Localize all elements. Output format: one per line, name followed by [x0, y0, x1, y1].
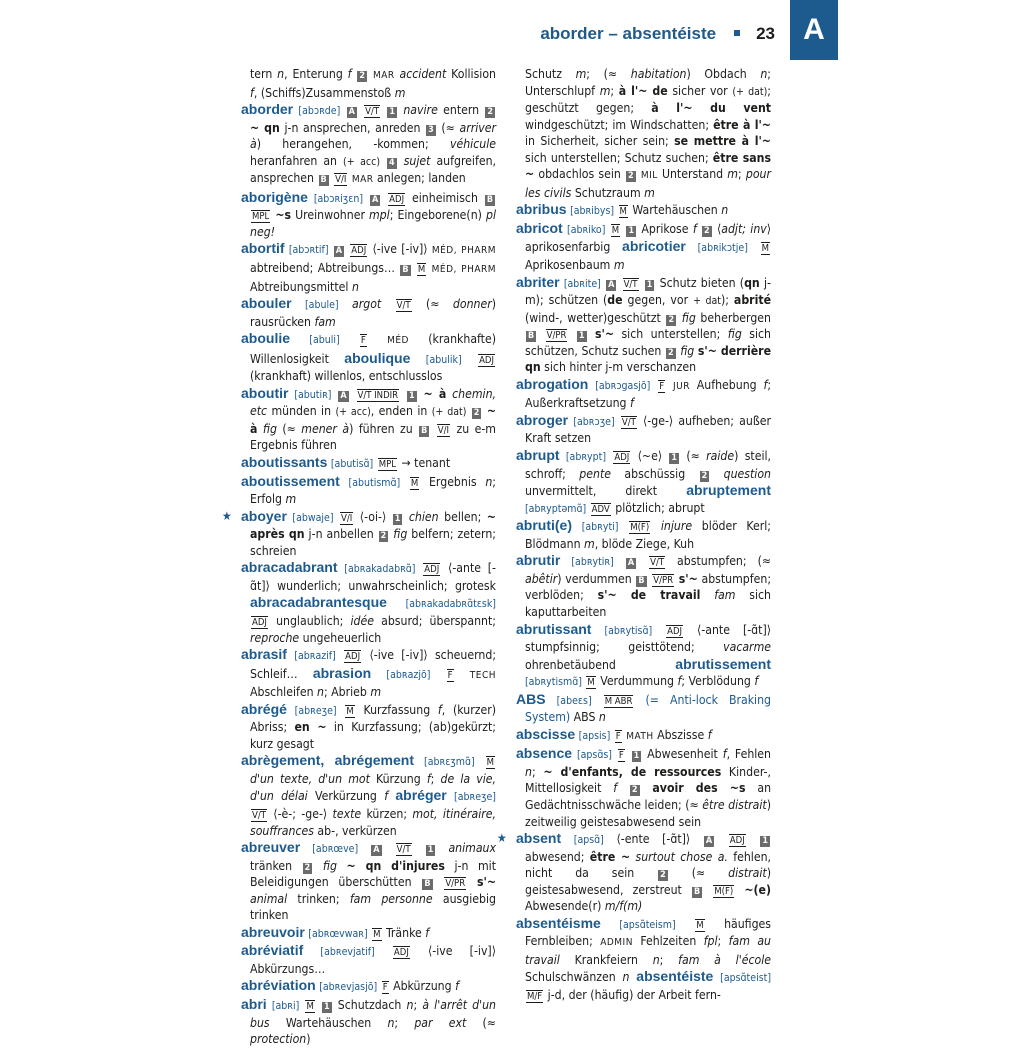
headword: aborder [241, 101, 294, 118]
headword: abri [241, 995, 267, 1012]
headword: abortif [241, 240, 285, 257]
dictionary-entry: abrogation [abʀɔgasjõ] F JUR Aufhebung f; Außerkraftsetzung f [516, 375, 772, 411]
headword: abréviatif [241, 942, 304, 959]
headword: abreuvoir [241, 923, 305, 940]
headword: abrogation [516, 375, 589, 392]
headword: aboutir [241, 384, 289, 401]
headword: absentéisme [516, 914, 601, 931]
dictionary-entry: abrasif [abʀazif] ADJ ⟨-ive [-iv]⟩ scheuernd; Schleif… abrasion [abʀazjõ] F TECH Abschleifen n; Abrieb m [241, 646, 497, 700]
dictionary-entry: absentéisme [apsɑ̃teism] M häufiges Fernbleiben; ADMIN Fehlzeiten fpl; fam au travail Krankfeiern n; fam à l'école Schulschwänzen n absentéiste [apsɑ̃teist] M/F j-d, der (häufig) der Arbeit fern- [516, 914, 772, 1002]
headword: abracadabrantesque [250, 594, 387, 611]
headword: abruptement [686, 482, 771, 499]
headword: abrupt [516, 447, 560, 464]
headword: abrutir [516, 552, 561, 569]
dictionary-entry: ★ aboyer [abwaje] V/I ⟨-oi-⟩ 1 chien bellen; ~ après qn j-n anbellen 2 fig belfern; zetern; schreien [222, 507, 496, 558]
headword: aboutissement [241, 472, 340, 489]
dictionary-entry: aboutissants [abutisɑ̃] MPL → tenant [241, 454, 451, 471]
dictionary-entry: abrègement, abrégement [abʀɛʒmɑ̃] M d'un texte, d'un mot Kürzung f; de la vie, d'un délai Verkürzung f abréger [abʀeʒe] V/T ⟨-è-; -ge-⟩ texte kürzen; mot, itinéraire, souffrances ab-, verkürzen [241, 752, 496, 838]
headword: abréviation [241, 977, 316, 994]
dictionary-entry: abreuvoir [abʀœvwaʀ] M Tränke f [241, 923, 430, 940]
dictionary-entry: abri [abʀi] M 1 Schutzdach n; à l'arrêt d'un bus Wartehäuschen n; par ext (≈ protection) [241, 995, 497, 1047]
headword: aboulie [241, 330, 291, 347]
dictionary-entry: abréviation [abʀevjasjõ] F Abkürzung f [241, 977, 459, 994]
right-column [497, 66, 772, 1004]
dictionary-entry: abriter [abʀite] A V/T 1 Schutz bieten (qn j-m); schützen (de gegen, vor + dat); abrité (wind-, wetter)geschützt 2 fig beherbergen B V/PR 1 s'~ sich unterstellen; fig sich schützen, Schutz suchen 2 fig s'~ derrière qn sich hinter j-m verschanzen [516, 273, 772, 375]
dictionary-entry: abruti(e) [abʀyti] M(F) injure blöder Kerl; Blödmann m, blöde Ziege, Kuh [516, 517, 772, 551]
headword: abréger [395, 787, 447, 804]
dictionary-entry: abreuver [abʀœve] A V/T 1 animaux tränken 2 fig ~ qn d'injures j-n mit Beleidigungen überschütten B V/PR s'~ animal trinken; fam personne ausgiebig trinken [241, 839, 497, 923]
dictionary-entry: ★ absent [apsɑ̃] ⟨-ente [-ɑ̃t]⟩ A ADJ 1 abwesend; être ~ surtout chose a. fehlen, nicht da sein 2 (≈ distrait) geistesabwesend, zerstreut B M(F) ~(e) Abwesende(r) m/f(m) [497, 830, 772, 914]
headword: aboutissants [241, 454, 328, 471]
dictionary-entry: abouler [abule] argot V/T (≈ donner) rausrücken fam [241, 295, 497, 329]
headword: ABS [516, 690, 546, 707]
star-icon: ★ [497, 831, 507, 846]
headword: abricotier [622, 238, 686, 255]
headword: abrègement, abrégement [241, 752, 415, 769]
headword: aboulique [344, 349, 411, 366]
headword: aborigène [241, 188, 308, 205]
headword: abrasif [241, 646, 287, 663]
headword: abrasion [312, 664, 372, 681]
dictionary-entry: abroger [abʀɔʒe] V/T ⟨-ge-⟩ aufheben; außer Kraft setzen [516, 411, 771, 446]
headword: absentéiste [636, 968, 714, 985]
running-head [400, 24, 775, 44]
headword: abrégé [241, 700, 287, 717]
headword: abribus [516, 201, 567, 218]
dictionary-entry: aboutir [abutiʀ] A V/T INDIR 1 ~ à chemin, etc münden in (+ acc), enden in (+ dat) 2 ~ à fig (≈ mener à) führen zu B V/I zu e-m Ergebnis führen [241, 384, 497, 453]
headword: abscisse [516, 725, 576, 742]
headword: abouler [241, 295, 292, 312]
dictionary-entry: abricot [abʀiko] M 1 Aprikose f 2 ⟨adjt; inv⟩ aprikosenfarbig abricotier [abʀikɔtje] M Aprikosenbaum m [516, 219, 772, 273]
separator-square-icon [734, 30, 740, 36]
dictionary-entry: tern n, Enterung f 2 MAR accident Kollision f, (Schiffs)Zusammenstoß m [250, 67, 497, 100]
letter-thumb-tab: A [790, 0, 838, 60]
headword: abracadabrant [241, 559, 338, 576]
dictionary-entry: abréviatif [abʀevjatif] ADJ ⟨-ive [-iv]⟩ Abkürzungs… [241, 942, 496, 976]
headword: abruti(e) [516, 517, 572, 534]
headword: abreuver [241, 839, 301, 856]
dictionary-entry: ABS [abeɛs] M ABR (= Anti-lock Braking System) ABS n [516, 690, 772, 725]
dictionary-entry: Schutz m; (≈ habitation) Obdach n; Unterschlupf m; à l'~ de sicher vor (+ dat); geschützt gegen; à l'~ du vent windgeschützt; im Windschatten; être à l'~ in Sicherheit, sicher sein; se mettre à l'~ sich unterstellen; Schutz suchen; être sans ~ obdachlos sein 2 MIL Unterstand m; pour les civils Schutzraum m [525, 67, 771, 200]
dictionary-entry: abrégé [abʀeʒe] M Kurzfassung f, (kurzer) Abriss; en ~ in Kurzfassung; (ab)gekürzt; kurz gesagt [241, 700, 497, 751]
headword: abrutissant [516, 620, 592, 637]
headword: abrutissement [675, 655, 771, 672]
dictionary-entry: aboutissement [abutismɑ̃] M Ergebnis n; Erfolg m [241, 472, 496, 507]
headword: abricot [516, 219, 563, 236]
page-number: 23 [756, 24, 775, 43]
headword: aboyer [241, 507, 287, 524]
dictionary-entry: absence [apsɑ̃s] F 1 Abwesenheit f, Fehlen n; ~ d'enfants, de ressources Kinder-, Mittellosigkeit f 2 avoir des ~s an Gedächtnisschwäche leiden; (≈ être distrait) zeitweilig geistesabwesend sein [516, 745, 772, 829]
headword: abroger [516, 411, 569, 428]
page-range: aborder – absentéiste [540, 24, 717, 43]
headword: absence [516, 745, 573, 762]
dictionary-entry: aboulie [abuli] F MÉD (krankhafte) Willenlosigkeit aboulique [abulik] ADJ (krankhaft) willenlos, entschlusslos [241, 330, 497, 384]
headword: abriter [516, 273, 560, 290]
dictionary-entry: abscisse [apsis] F MATH Abszisse f [516, 725, 712, 742]
left-column [222, 66, 497, 1048]
dictionary-entry: abribus [abʀibys] M Wartehäuschen n [516, 201, 729, 218]
dictionary-entry: abrutir [abʀytiʀ] A V/T abstumpfen; (≈ abêtir) verdummen B V/PR s'~ abstumpfen; verblöden; s'~ de travail fam sich kaputtarbeiten [516, 552, 772, 619]
dictionary-entry: abracadabrant [abʀakadabʀɑ̃] ADJ ⟨-ante [-ɑ̃t]⟩ wunderlich; unwahrscheinlich; grotesk abracadabrantesque [abʀakadabʀɑ̃tɛsk] ADJ unglaublich; idée absurd; überspannt; reproche ungeheuerlich [241, 559, 497, 645]
dictionary-entry: abrutissant [abʀytisɑ̃] ADJ ⟨-ante [-ɑ̃t]⟩ stumpfsinnig; geisttötend; vacarme ohrenbetäubend abrutissement [abʀytismɑ̃] M Verdummung f; Verblödung f [516, 620, 771, 689]
dictionary-entry: abortif [abɔʀtif] A ADJ ⟨-ive [-iv]⟩ MÉD, PHARM abtreibend; Abtreibungs… B M MÉD, PHARM Abtreibungsmittel n [241, 240, 497, 294]
dictionary-entry: abrupt [abʀypt] ADJ ⟨~e⟩ 1 (≈ raide) steil, schroff; pente abschüssig 2 question unvermittelt, direkt abruptement [abʀyptəmɑ̃] ADV plötzlich; abrupt [516, 447, 772, 515]
headword: absent [516, 830, 562, 847]
star-icon: ★ [222, 508, 232, 523]
dictionary-entry: aborder [abɔʀde] A V/T 1 navire entern 2 ~ qn j-n ansprechen, anreden 3 (≈ arriver à) herangehen, -kommen; véhicule heranfahren an (+ acc) 4 sujet aufgreifen, ansprechen B V/I MAR anlegen; landen [241, 101, 497, 186]
dictionary-entry: aborigène [abɔʀiʒɛn] A ADJ einheimisch B MPL ~s Ureinwohner mpl; Eingeborene(n) pl neg! [241, 188, 496, 239]
